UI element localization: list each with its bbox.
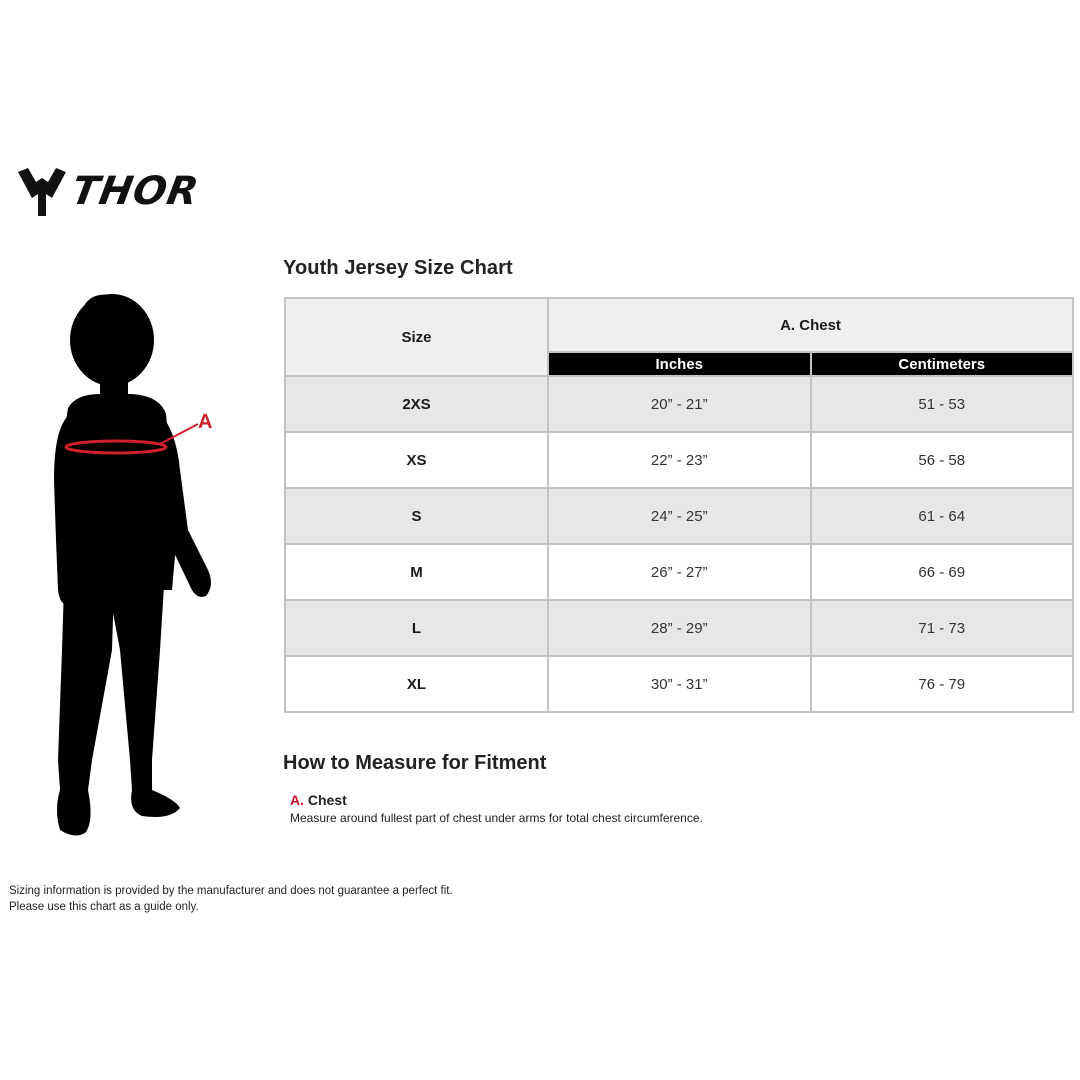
table-row [285, 656, 1073, 712]
disclaimer-line: Sizing information is provided by the manufacturer and does not guarantee a perfect fit. [9, 885, 453, 897]
brand-wordmark: THOR [68, 169, 203, 214]
inches-cell: 26” - 27” [548, 544, 811, 600]
centimeters-column-header: Centimeters [811, 352, 1074, 376]
size-cell: L [285, 600, 548, 656]
size-cell: S [285, 488, 548, 544]
chest-group-header: A. Chest [548, 298, 1073, 352]
size-chart-table [284, 297, 1074, 713]
disclaimer [9, 883, 453, 915]
centimeters-cell: 71 - 73 [811, 600, 1074, 656]
size-cell: XS [285, 432, 548, 488]
child-silhouette-figure [20, 290, 240, 850]
table-row [285, 432, 1073, 488]
disclaimer-line: Please use this chart as a guide only. [9, 901, 199, 913]
measure-item-label [290, 792, 347, 808]
size-cell: XL [285, 656, 548, 712]
size-cell: 2XS [285, 376, 548, 432]
table-row [285, 488, 1073, 544]
centimeters-cell: 51 - 53 [811, 376, 1074, 432]
table-row [285, 544, 1073, 600]
table-row [285, 376, 1073, 432]
measure-item-name: Chest [307, 792, 347, 808]
table-row [285, 600, 1073, 656]
measure-section-title: How to Measure for Fitment [283, 752, 547, 774]
thor-emblem-icon [18, 168, 66, 218]
inches-cell: 30” - 31” [548, 656, 811, 712]
inches-cell: 20” - 21” [548, 376, 811, 432]
thor-logo [18, 168, 218, 218]
chart-title: Youth Jersey Size Chart [283, 257, 513, 279]
marker-label-a: A [198, 411, 213, 433]
inches-column-header: Inches [548, 352, 811, 376]
centimeters-cell: 56 - 58 [811, 432, 1074, 488]
centimeters-cell: 61 - 64 [811, 488, 1074, 544]
inches-cell: 22” - 23” [548, 432, 811, 488]
measure-item-description: Measure around fullest part of chest under arms for total chest circumference. [290, 811, 703, 825]
centimeters-cell: 76 - 79 [811, 656, 1074, 712]
size-cell: M [285, 544, 548, 600]
size-column-header: Size [285, 298, 548, 376]
inches-cell: 28” - 29” [548, 600, 811, 656]
centimeters-cell: 66 - 69 [811, 544, 1074, 600]
inches-cell: 24” - 25” [548, 488, 811, 544]
measure-item-letter: A. [290, 792, 304, 808]
